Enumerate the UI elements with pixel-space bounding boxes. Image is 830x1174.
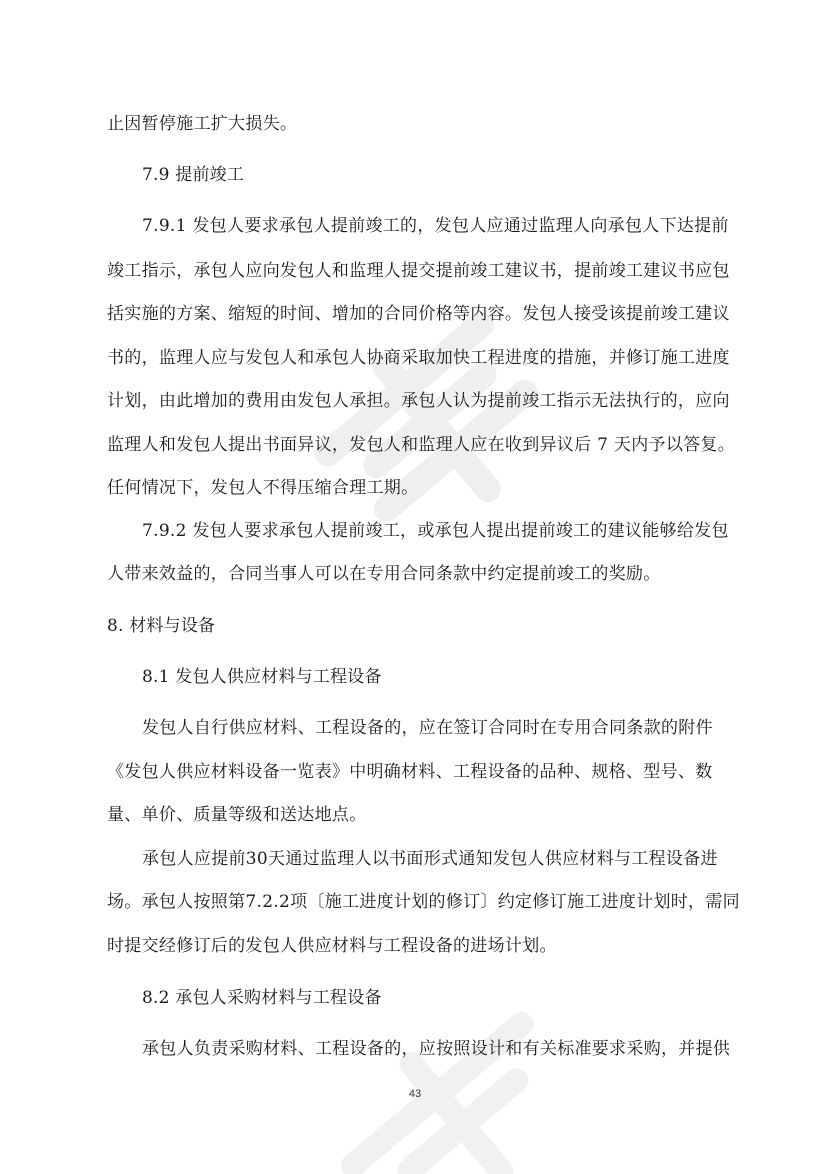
clause-7-9-1-line: 监理人和发包人提出书面异议，发包人和监理人应在收到异议后 7 天内予以答复。 bbox=[107, 435, 736, 455]
clause-7-9-1-line: 竣工指示，承包人应向发包人和监理人提交提前竣工建议书，提前竣工建议书应包 bbox=[107, 261, 730, 281]
clause-7-9-1-line: 任何情况下，发包人不得压缩合理工期。 bbox=[107, 478, 419, 498]
clause-8-1-line: 发包人自行供应材料、工程设备的，应在签订合同时在专用合同条款的附件 bbox=[142, 718, 713, 738]
watermark-seal-icon-lower bbox=[300, 990, 600, 1174]
clause-8-2-line: 承包人负责采购材料、工程设备的，应按照设计和有关标准要求采购，并提供 bbox=[142, 1039, 731, 1059]
clause-7-9-1-line: 书的，监理人应与发包人和承包人协商采取加快工程进度的措施，并修订施工进度 bbox=[107, 348, 730, 368]
section-heading-8: 8. 材料与设备 bbox=[107, 616, 216, 636]
clause-8-1-line: 承包人应提前30天通过监理人以书面形式通知发包人供应材料与工程设备进 bbox=[142, 849, 718, 869]
section-heading-7-9: 7.9 提前竣工 bbox=[142, 165, 245, 185]
clause-7-9-1-line: 计划，由此增加的费用由发包人承担。承包人认为提前竣工指示无法执行的，应向 bbox=[107, 391, 730, 411]
section-heading-8-1: 8.1 发包人供应材料与工程设备 bbox=[142, 667, 382, 687]
clause-8-1-line: 《发包人供应材料设备一览表》中明确材料、工程设备的品种、规格、型号、数 bbox=[107, 762, 713, 782]
clause-7-9-1-line: 7.9.1 发包人要求承包人提前竣工的，发包人应通过监理人向承包人下达提前 bbox=[142, 216, 729, 236]
clause-8-1-line: 时提交经修订后的发包人供应材料与工程设备的进场计划。 bbox=[107, 936, 557, 956]
clause-7-9-1-line: 括实施的方案、缩短的时间、增加的合同价格等内容。发包人接受该提前竣工建议 bbox=[107, 304, 730, 324]
page-number: 43 bbox=[408, 1088, 422, 1100]
clause-8-1-line: 场。承包人按照第7.2.2项〔施工进度计划的修订〕约定修订施工进度计划时，需同 bbox=[107, 892, 740, 912]
clause-8-1-line: 量、单价、质量等级和送达地点。 bbox=[107, 805, 367, 825]
paragraph-line: 止因暂停施工扩大损失。 bbox=[107, 114, 298, 134]
clause-7-9-2-line: 人带来效益的，合同当事人可以在专用合同条款中约定提前竣工的奖励。 bbox=[107, 564, 661, 584]
section-heading-8-2: 8.2 承包人采购材料与工程设备 bbox=[142, 988, 382, 1008]
clause-7-9-2-line: 7.9.2 发包人要求承包人提前竣工，或承包人提出提前竣工的建议能够给发包 bbox=[142, 521, 729, 541]
